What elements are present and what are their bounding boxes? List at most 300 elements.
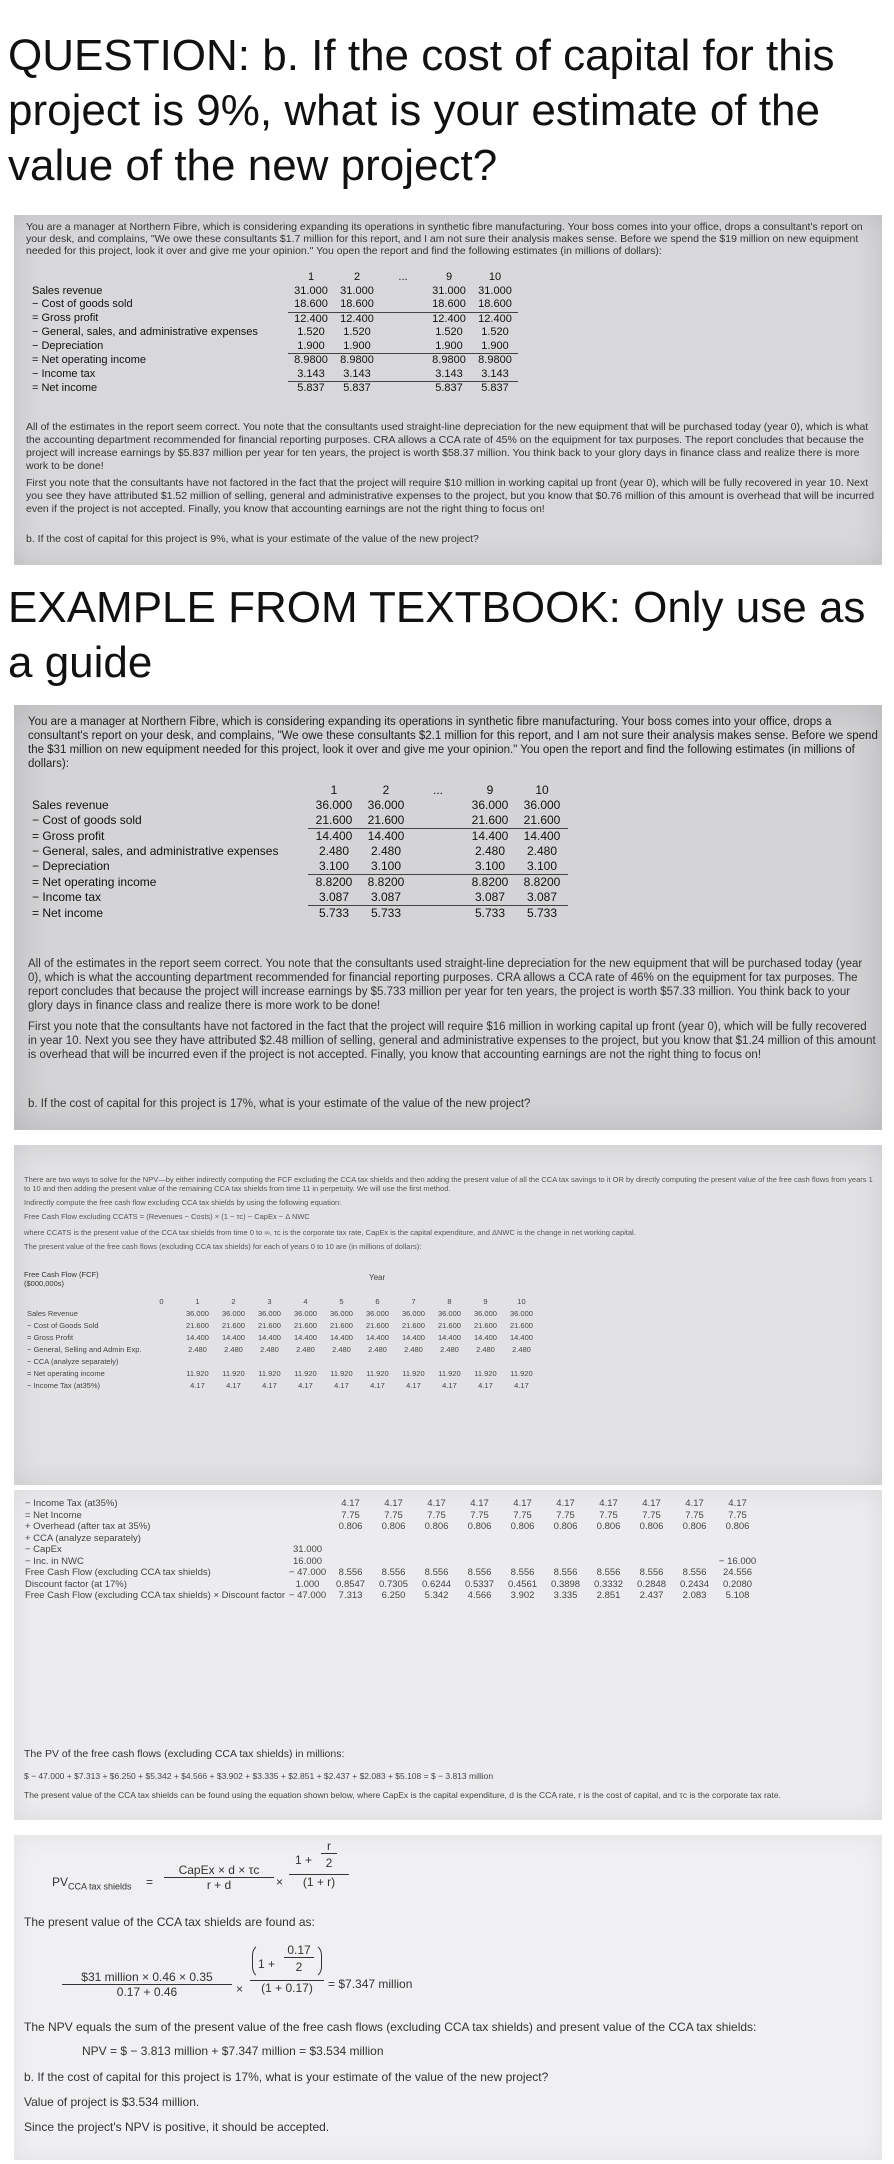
table-cell: 14.400 bbox=[185, 1333, 209, 1342]
table-cell: 2.480 bbox=[404, 1345, 423, 1354]
year-header: 6 bbox=[375, 1297, 380, 1306]
table-cell: 31.000 bbox=[294, 284, 328, 297]
row-label: Free Cash Flow (excluding CCA tax shields) × Discount factor bbox=[25, 1590, 286, 1601]
table-cell: 5.837 bbox=[435, 382, 463, 394]
table-row bbox=[28, 340, 518, 354]
table-cell bbox=[380, 368, 426, 382]
row-label: = Net income bbox=[32, 905, 104, 920]
table-cell: 11.920 bbox=[222, 1369, 245, 1378]
table-cell: 4.17 bbox=[226, 1381, 241, 1390]
table-cell: 2.480 bbox=[368, 1345, 387, 1354]
table-cell bbox=[360, 1357, 394, 1367]
year-header: 10 bbox=[517, 1297, 526, 1306]
table-cell: 2.480 bbox=[332, 1345, 351, 1354]
row-label: Discount factor (at 17%) bbox=[25, 1578, 127, 1590]
table-cell: 21.600 bbox=[221, 1321, 245, 1330]
table-cell: 12.400 bbox=[478, 312, 512, 325]
table-cell bbox=[144, 1345, 178, 1355]
table-cell: 4.17 bbox=[470, 1498, 489, 1509]
table-cell: 12.400 bbox=[340, 312, 374, 325]
table-cell: 8.9800 bbox=[478, 354, 512, 366]
table-cell: 2.480 bbox=[474, 844, 506, 858]
table-cell: 0.2848 bbox=[637, 1578, 667, 1590]
table-cell bbox=[324, 1357, 358, 1367]
table-cell: 31.000 bbox=[293, 1544, 323, 1555]
table-cell: 5.108 bbox=[725, 1590, 750, 1601]
table-cell bbox=[504, 1357, 538, 1367]
year-label: Year bbox=[369, 1273, 386, 1282]
table-cell bbox=[630, 1533, 673, 1545]
table-cell: 0.5337 bbox=[465, 1578, 495, 1590]
column-header: 2 bbox=[353, 271, 361, 283]
formula-fraction: CapEx × d × τc r + d bbox=[164, 1863, 274, 1892]
cca-found-text: The present value of the CCA tax shields are found as: bbox=[24, 1915, 315, 1929]
table-row bbox=[26, 1333, 538, 1343]
year-header: 4 bbox=[303, 1297, 308, 1306]
table-cell: 16.000 bbox=[293, 1555, 323, 1567]
year-header: 8 bbox=[447, 1297, 452, 1306]
table-cell: 36.000 bbox=[401, 1309, 425, 1318]
table-cell bbox=[372, 1533, 415, 1545]
table-cell: 21.600 bbox=[365, 1321, 389, 1330]
row-label: − Cost of goods sold bbox=[32, 813, 142, 828]
applied-fraction: $31 million × 0.46 × 0.35 0.17 + 0.46 bbox=[62, 1970, 232, 1999]
table-row bbox=[26, 1321, 538, 1331]
table-cell bbox=[412, 906, 464, 922]
table-cell: 3.087 bbox=[308, 890, 360, 906]
table-cell: 14.400 bbox=[509, 1333, 533, 1342]
row-label: − Income tax bbox=[32, 890, 102, 905]
table-row bbox=[28, 798, 568, 813]
table-header-row bbox=[28, 783, 568, 798]
problem-paragraph: All of the estimates in the report seem correct. You note that the consultants used straight-line depreciation for the new equipment that will be purchased today (year 0), which is what the accounting department recommended for financial reporting purposes. CRA allows a CCA rate of 45% on the equipment for tax purposes. The report concludes that because the project will increase earnings by $5.837 million per year for ten years, the project is worth $58.37 million. You think back to your glory days in finance class and realize there is more work to be done! bbox=[26, 421, 869, 472]
table-cell bbox=[380, 285, 426, 299]
times-sign: × bbox=[236, 1982, 244, 1996]
table-cell: 11.920 bbox=[294, 1369, 317, 1378]
cca-result: = $7.347 million bbox=[328, 1977, 413, 1991]
table-cell bbox=[716, 1533, 759, 1545]
table-cell: 31.000 bbox=[340, 284, 374, 297]
table-cell bbox=[329, 1544, 372, 1556]
table-cell: 7.75 bbox=[685, 1509, 704, 1521]
table-cell: 14.400 bbox=[437, 1333, 461, 1342]
table-cell: 21.600 bbox=[329, 1321, 353, 1330]
table-cell: 11.920 bbox=[186, 1369, 209, 1378]
table-row bbox=[28, 844, 568, 859]
table-cell: − 47.000 bbox=[288, 1567, 327, 1578]
table-cell: 14.400 bbox=[367, 829, 405, 843]
table-cell: 0.806 bbox=[639, 1521, 664, 1532]
table-cell: 7.75 bbox=[384, 1509, 403, 1521]
table-cell: 8.556 bbox=[682, 1567, 707, 1578]
row-label: − General, Selling and Admin Exp. bbox=[27, 1345, 142, 1354]
table-cell: 4.17 bbox=[642, 1498, 661, 1509]
table-cell: 8.8200 bbox=[523, 875, 561, 889]
table-cell: 1.000 bbox=[295, 1578, 320, 1590]
example-heading: EXAMPLE FROM TEXTBOOK: Only use as a guide bbox=[8, 583, 866, 687]
table-cell: 3.087 bbox=[516, 890, 568, 906]
table-cell: 3.100 bbox=[516, 859, 568, 875]
table-cell bbox=[587, 1556, 630, 1568]
table-cell: 4.566 bbox=[467, 1590, 492, 1601]
table-cell: 4.17 bbox=[728, 1498, 747, 1509]
table-cell: 36.000 bbox=[257, 1309, 281, 1318]
table-cell: 12.400 bbox=[294, 312, 328, 325]
table-row bbox=[24, 1567, 759, 1579]
table-cell bbox=[587, 1544, 630, 1556]
table-cell: 2.480 bbox=[476, 1345, 495, 1354]
table-cell bbox=[458, 1544, 501, 1556]
table-cell: 0.806 bbox=[596, 1521, 621, 1532]
year-header: 7 bbox=[411, 1297, 416, 1306]
table-cell bbox=[458, 1556, 501, 1568]
table-cell bbox=[412, 829, 464, 845]
table-row bbox=[28, 859, 568, 875]
table-cell: 14.400 bbox=[315, 829, 353, 843]
applied-fraction-2: 1 + 0.17 2 (1 + 0.17) bbox=[250, 1943, 324, 1995]
solution-text: The present value of the free cash flows (excluding CCA tax shields) for each of years 0 to 10 are (in millions of dollars): bbox=[24, 1242, 422, 1251]
row-label: = Gross Profit bbox=[27, 1333, 74, 1342]
table-cell: 7.75 bbox=[427, 1509, 446, 1521]
table-row bbox=[24, 1521, 759, 1533]
table-cell: 14.400 bbox=[293, 1333, 317, 1342]
npv-text: The NPV equals the sum of the present value of the free cash flows (excluding CCA tax shields) and present value of the CCA tax shields: bbox=[24, 2020, 757, 2034]
table-row bbox=[28, 875, 568, 891]
question-problem-photo bbox=[14, 215, 882, 565]
table-cell: 14.400 bbox=[523, 829, 561, 843]
table-cell: 36.000 bbox=[473, 1309, 497, 1318]
table-cell bbox=[501, 1544, 544, 1556]
table-cell: 5.733 bbox=[370, 906, 402, 920]
table-cell bbox=[415, 1533, 458, 1545]
table-cell: 14.400 bbox=[329, 1333, 353, 1342]
table-cell: 4.17 bbox=[370, 1381, 385, 1390]
table-cell bbox=[144, 1381, 178, 1391]
table-cell: 31.000 bbox=[478, 284, 512, 297]
table-cell: 4.17 bbox=[442, 1381, 457, 1390]
table-cell: 8.9800 bbox=[294, 354, 328, 366]
year-header: 5 bbox=[339, 1297, 344, 1306]
table-row bbox=[28, 382, 518, 396]
table-cell: 2.851 bbox=[596, 1590, 621, 1601]
table-cell: 0.806 bbox=[381, 1521, 406, 1532]
row-label: Free Cash Flow (excluding CCA tax shields) bbox=[25, 1567, 211, 1578]
table-cell: 0.806 bbox=[424, 1521, 449, 1532]
table-cell: 5.837 bbox=[343, 382, 371, 394]
table-cell: 2.480 bbox=[296, 1345, 315, 1354]
table-cell: 14.400 bbox=[221, 1333, 245, 1342]
table-cell: 5.837 bbox=[481, 382, 509, 394]
table-cell bbox=[286, 1498, 329, 1510]
table-cell: 4.17 bbox=[556, 1498, 575, 1509]
table-cell: 8.8200 bbox=[315, 875, 353, 889]
pv-symbol: $PV_{CCA tax shields}$ bbox=[52, 1875, 132, 1892]
table-cell: 1.900 bbox=[426, 340, 472, 354]
table-cell: − 16.000 bbox=[718, 1555, 757, 1567]
table-cell: 0.806 bbox=[338, 1521, 363, 1532]
column-header: 10 bbox=[488, 271, 502, 283]
table-cell: 21.600 bbox=[360, 813, 412, 829]
table-cell: 36.000 bbox=[471, 798, 509, 812]
problem-paragraph: First you note that the consultants have not factored in the fact that the project will require $16 million in working capital up front (year 0), which will be fully recovered in year 10. Next you see they have attributed $2.48 million of selling, general and administrative expenses to the project, but you know that $1.24 million of this amount is overhead that will be incurred even if the project is not accepted. Finally, you know that accounting earnings are not the right thing to focus on! bbox=[28, 1021, 876, 1061]
table-cell bbox=[630, 1556, 673, 1568]
table-cell: 18.600 bbox=[334, 298, 380, 312]
table-cell: 21.600 bbox=[509, 1321, 533, 1330]
year-header: 0 bbox=[159, 1297, 164, 1306]
table-cell bbox=[412, 875, 464, 891]
table-cell bbox=[412, 890, 464, 906]
table-cell: 31.000 bbox=[432, 284, 466, 297]
row-label: − CCA (analyze separately) bbox=[27, 1357, 119, 1366]
table-row bbox=[26, 1309, 538, 1319]
table-cell bbox=[544, 1533, 587, 1545]
column-header: ... bbox=[398, 271, 408, 283]
row-label: − Depreciation bbox=[32, 339, 104, 352]
value-text: Value of project is $3.534 million. bbox=[24, 2095, 200, 2109]
table-cell: 4.17 bbox=[334, 1381, 349, 1390]
table-cell bbox=[501, 1556, 544, 1568]
table-row bbox=[24, 1498, 759, 1510]
table-cell: 0.806 bbox=[725, 1521, 750, 1532]
table-cell: 0.4561 bbox=[508, 1578, 538, 1590]
table-row bbox=[26, 1345, 538, 1355]
table-cell: 2.480 bbox=[188, 1345, 207, 1354]
table-cell bbox=[286, 1521, 329, 1533]
table-cell: 11.920 bbox=[258, 1369, 281, 1378]
table-cell: 7.75 bbox=[470, 1509, 489, 1521]
column-header: ... bbox=[432, 783, 443, 797]
table-cell: 3.143 bbox=[426, 368, 472, 382]
table-cell: 2.480 bbox=[526, 844, 558, 858]
solution-text: There are two ways to solve for the NPV—by either indirectly computing the FCF excluding the CCA tax shields and then adding the present value of all the CCA tax savings to it OR by directly computing the present value of the free cash flows from years 1 to 10 and then adding the present value of the remaining CCA tax shields from time 11 in perpetuity. We will use the first method. bbox=[24, 1175, 873, 1193]
table-cell: 14.400 bbox=[471, 829, 509, 843]
table-cell: 3.143 bbox=[288, 368, 334, 382]
year-header: 2 bbox=[231, 1297, 236, 1306]
table-cell: 36.000 bbox=[367, 798, 405, 812]
table-cell: 36.000 bbox=[185, 1309, 209, 1318]
table-cell: 0.806 bbox=[553, 1521, 578, 1532]
table-cell: 14.400 bbox=[257, 1333, 281, 1342]
example-problem-photo bbox=[14, 705, 882, 1130]
table-cell: 1.520 bbox=[435, 326, 463, 338]
table-row bbox=[28, 326, 518, 340]
table-cell bbox=[380, 382, 426, 396]
table-cell: 8.556 bbox=[381, 1567, 406, 1578]
table-row bbox=[24, 1579, 759, 1591]
table-cell: 5.837 bbox=[297, 382, 325, 394]
table-cell: 21.600 bbox=[185, 1321, 209, 1330]
table-cell: 11.920 bbox=[330, 1369, 353, 1378]
table-cell: 0.806 bbox=[467, 1521, 492, 1532]
table-cell: 1.520 bbox=[297, 326, 325, 338]
table-cell bbox=[468, 1357, 502, 1367]
table-cell: 8.556 bbox=[338, 1567, 363, 1578]
table-cell: 18.600 bbox=[288, 298, 334, 312]
table-cell: 8.556 bbox=[553, 1567, 578, 1578]
table-cell: 7.75 bbox=[513, 1509, 532, 1521]
row-label: − Income Tax (at35%) bbox=[27, 1381, 101, 1390]
row-label: − General, sales, and administrative expenses bbox=[32, 326, 258, 338]
table-cell bbox=[673, 1544, 716, 1556]
table-row bbox=[28, 285, 518, 299]
table-cell bbox=[380, 326, 426, 340]
table-cell: 21.600 bbox=[293, 1321, 317, 1330]
table-cell bbox=[380, 354, 426, 368]
table-cell bbox=[372, 1544, 415, 1556]
table-cell bbox=[544, 1556, 587, 1568]
table-cell: 4.17 bbox=[685, 1498, 704, 1509]
table-cell: 2.480 bbox=[224, 1345, 243, 1354]
row-label: − Cost of Goods Sold bbox=[27, 1321, 99, 1330]
table-row bbox=[24, 1556, 759, 1568]
table-cell bbox=[380, 312, 426, 326]
table-cell: 21.600 bbox=[308, 813, 360, 829]
table-row bbox=[28, 354, 518, 368]
table-cell: 7.75 bbox=[341, 1509, 360, 1521]
table-cell bbox=[380, 340, 426, 354]
table-cell bbox=[216, 1357, 250, 1367]
table-cell: 5.342 bbox=[424, 1590, 449, 1601]
table-cell bbox=[673, 1533, 716, 1545]
table-cell: 7.75 bbox=[556, 1509, 575, 1521]
solution-text: where CCATS is the present value of the CCA tax shields from time 0 to ∞, τc is the corporate tax rate, CapEx is the capital expenditure, and ΔNWC is the change in net working capital. bbox=[24, 1228, 636, 1237]
table-cell: 36.000 bbox=[221, 1309, 245, 1318]
table-cell: 0.2434 bbox=[680, 1578, 710, 1590]
year-header: 9 bbox=[483, 1297, 488, 1306]
table-cell: 0.2080 bbox=[723, 1578, 753, 1590]
table-cell bbox=[144, 1333, 178, 1343]
table-cell bbox=[144, 1369, 178, 1379]
table-row bbox=[28, 906, 568, 922]
table-cell: 1.900 bbox=[334, 340, 380, 354]
formula-fraction-2: 1 + r 2 (1 + r) bbox=[289, 1839, 349, 1889]
table-cell: 11.920 bbox=[366, 1369, 389, 1378]
table-cell: 36.000 bbox=[293, 1309, 317, 1318]
table-row bbox=[24, 1533, 759, 1545]
table-cell: 4.17 bbox=[298, 1381, 313, 1390]
table-cell: 6.250 bbox=[381, 1590, 406, 1601]
table-cell: 4.17 bbox=[341, 1498, 360, 1509]
table-cell: 24.556 bbox=[723, 1567, 753, 1578]
table-cell: 14.400 bbox=[401, 1333, 425, 1342]
year-header: 1 bbox=[195, 1297, 200, 1306]
table-cell: 0.806 bbox=[682, 1521, 707, 1532]
table-cell: 8.9800 bbox=[432, 354, 466, 366]
table-cell bbox=[372, 1556, 415, 1568]
fcf-table bbox=[24, 1295, 540, 1393]
solution-text: Indirectly compute the free cash flow excluding CCA tax shields by using the following equation: bbox=[24, 1198, 342, 1207]
table-cell: 11.920 bbox=[438, 1369, 461, 1378]
table-row bbox=[28, 890, 568, 906]
accept-text: Since the project's NPV is positive, it should be accepted. bbox=[24, 2120, 330, 2134]
table-cell: 3.087 bbox=[360, 890, 412, 906]
table-row bbox=[26, 1369, 538, 1379]
pv-text: The PV of the free cash flows (excluding CCA tax shields) in millions: bbox=[24, 1748, 345, 1760]
times-sign: × bbox=[276, 1875, 284, 1889]
npv-equation: NPV = $ − 3.813 million + $7.347 million = $3.534 million bbox=[82, 2044, 384, 2058]
year-header: 3 bbox=[267, 1297, 272, 1306]
row-label: + Overhead (after tax at 35%) bbox=[25, 1521, 151, 1532]
row-label: − Inc. in NWC bbox=[25, 1555, 84, 1567]
table-cell: 18.600 bbox=[472, 298, 518, 312]
table-cell: 14.400 bbox=[365, 1333, 389, 1342]
row-label: Sales revenue bbox=[32, 798, 109, 812]
table-cell: 4.17 bbox=[513, 1498, 532, 1509]
table-cell: 3.087 bbox=[464, 890, 516, 906]
row-label: − Income tax bbox=[32, 367, 96, 380]
table-cell: 7.75 bbox=[728, 1509, 747, 1521]
table-cell: 4.17 bbox=[427, 1498, 446, 1509]
row-label: = Net Income bbox=[25, 1509, 82, 1521]
table-row bbox=[24, 1544, 759, 1556]
table-cell: 8.556 bbox=[639, 1567, 664, 1578]
table-row bbox=[28, 312, 518, 326]
table-cell: 4.17 bbox=[478, 1381, 493, 1390]
table-cell: 36.000 bbox=[315, 798, 353, 812]
table-cell: 8.556 bbox=[510, 1567, 535, 1578]
table-cell: 36.000 bbox=[365, 1309, 389, 1318]
row-label: − Income Tax (at35%) bbox=[25, 1498, 118, 1509]
row-label: = Net operating income bbox=[32, 874, 157, 889]
table-cell bbox=[415, 1544, 458, 1556]
table-cell bbox=[501, 1533, 544, 1545]
row-label: Sales Revenue bbox=[27, 1309, 78, 1318]
table-cell: 0.8547 bbox=[336, 1578, 366, 1590]
table-cell: 1.900 bbox=[288, 340, 334, 354]
table-cell: 2.480 bbox=[318, 844, 350, 858]
table-cell bbox=[412, 859, 464, 875]
table-cell: 21.600 bbox=[516, 813, 568, 829]
table-cell: 8.8200 bbox=[367, 875, 405, 889]
table-cell: 2.480 bbox=[370, 844, 402, 858]
row-label: = Net income bbox=[32, 381, 98, 394]
table-cell: 11.920 bbox=[402, 1369, 425, 1378]
table-cell: 3.902 bbox=[510, 1590, 535, 1601]
table-cell: 8.556 bbox=[467, 1567, 492, 1578]
question-text: b. If the cost of capital for this project is 17%, what is your estimate of the value of the new project? bbox=[24, 2070, 549, 2084]
table-cell: 2.480 bbox=[512, 1345, 531, 1354]
table-cell: 2.480 bbox=[440, 1345, 459, 1354]
table-cell: 36.000 bbox=[509, 1309, 533, 1318]
table-cell bbox=[286, 1510, 329, 1522]
table-cell: 8.556 bbox=[424, 1567, 449, 1578]
table-cell: 14.400 bbox=[473, 1333, 497, 1342]
column-header: 9 bbox=[445, 271, 453, 283]
table-cell bbox=[286, 1533, 329, 1545]
table-cell: 18.600 bbox=[426, 298, 472, 312]
table-row bbox=[26, 1357, 538, 1367]
table-cell bbox=[252, 1357, 286, 1367]
table-cell bbox=[180, 1357, 214, 1367]
fcf-header: Free Cash Flow (FCF) ($000,000s) bbox=[24, 1270, 99, 1288]
table-cell: 3.100 bbox=[360, 859, 412, 875]
table-cell: 12.400 bbox=[432, 312, 466, 325]
table-cell bbox=[458, 1533, 501, 1545]
column-header: 9 bbox=[486, 783, 494, 797]
table-cell: 8.8200 bbox=[471, 875, 509, 889]
table-cell: 21.600 bbox=[437, 1321, 461, 1330]
table-cell: 5.733 bbox=[474, 906, 506, 920]
table-cell: 4.17 bbox=[514, 1381, 529, 1390]
table-cell: 1.520 bbox=[343, 326, 371, 338]
table-cell: 36.000 bbox=[437, 1309, 461, 1318]
table-row bbox=[28, 829, 568, 845]
table-cell: 7.75 bbox=[599, 1509, 618, 1521]
table-cell: 0.6244 bbox=[422, 1578, 452, 1590]
table-cell: 2.437 bbox=[639, 1590, 664, 1601]
question-heading: QUESTION: b. If the cost of capital for this project is 9%, what is your estimate of the value of the new project? bbox=[8, 31, 835, 190]
table-cell: 5.733 bbox=[318, 906, 350, 920]
